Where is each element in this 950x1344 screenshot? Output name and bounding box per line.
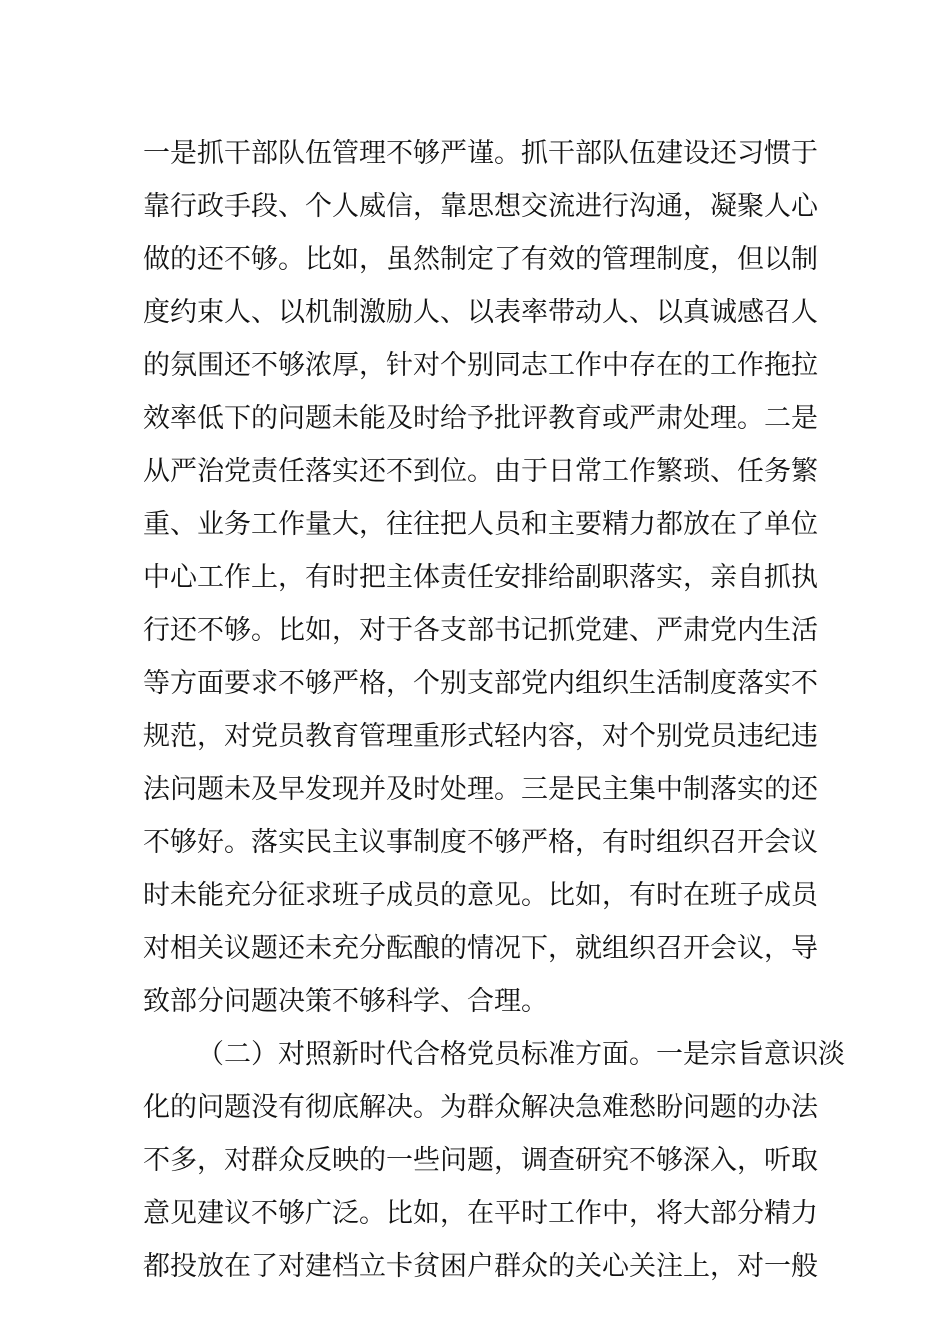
text-line: 等方面要求不够严格，个别支部党内组织生活制度落实不 — [143, 668, 818, 699]
text-line: 时未能充分征求班子成员的意见。比如，有时在班子成员 — [143, 880, 818, 911]
text-line: 对相关议题还未充分酝酿的情况下，就组织召开会议，导 — [143, 933, 818, 964]
text-line: 意见建议不够广泛。比如，在平时工作中，将大部分精力 — [143, 1198, 818, 1229]
text-line: 规范，对党员教育管理重形式轻内容，对个别党员违纪违 — [143, 721, 818, 752]
text-line: 都投放在了对建档立卡贫困户群众的关心关注上，对一般 — [143, 1251, 818, 1282]
text-line: 法问题未及早发现并及时处理。三是民主集中制落实的还 — [143, 774, 818, 805]
text-line: 重、业务工作量大，往往把人员和主要精力都放在了单位 — [143, 509, 818, 540]
text-line: 一是抓干部队伍管理不够严谨。抓干部队伍建设还习惯于 — [143, 138, 818, 169]
text-line: 效率低下的问题未能及时给予批评教育或严肃处理。二是 — [143, 403, 818, 434]
text-line: 做的还不够。比如，虽然制定了有效的管理制度，但以制 — [143, 244, 818, 275]
text-line: 不够好。落实民主议事制度不够严格，有时组织召开会议 — [143, 827, 818, 858]
paragraph-1 — [143, 127, 818, 1028]
text-line: 不多，对群众反映的一些问题，调查研究不够深入，听取 — [143, 1145, 818, 1176]
text-line: 中心工作上，有时把主体责任安排给副职落实，亲自抓执 — [143, 562, 818, 593]
text-line: 致部分问题决策不够科学、合理。 — [143, 986, 548, 1017]
document-body — [143, 127, 845, 1293]
text-line: 化的问题没有彻底解决。为群众解决急难愁盼问题的办法 — [143, 1092, 818, 1123]
text-line: 靠行政手段、个人威信，靠思想交流进行沟通，凝聚人心 — [143, 191, 818, 222]
text-line: 的氛围还不够浓厚，针对个别同志工作中存在的工作拖拉 — [143, 350, 818, 381]
text-line: 从严治党责任落实还不到位。由于日常工作繁琐、任务繁 — [143, 456, 818, 487]
paragraph-2 — [143, 1028, 845, 1293]
text-line: 行还不够。比如，对于各支部书记抓党建、严肃党内生活 — [143, 615, 818, 646]
text-line: （二）对照新时代合格党员标准方面。一是宗旨意识淡 — [197, 1039, 845, 1070]
text-line: 度约束人、以机制激励人、以表率带动人、以真诚感召人 — [143, 297, 818, 328]
